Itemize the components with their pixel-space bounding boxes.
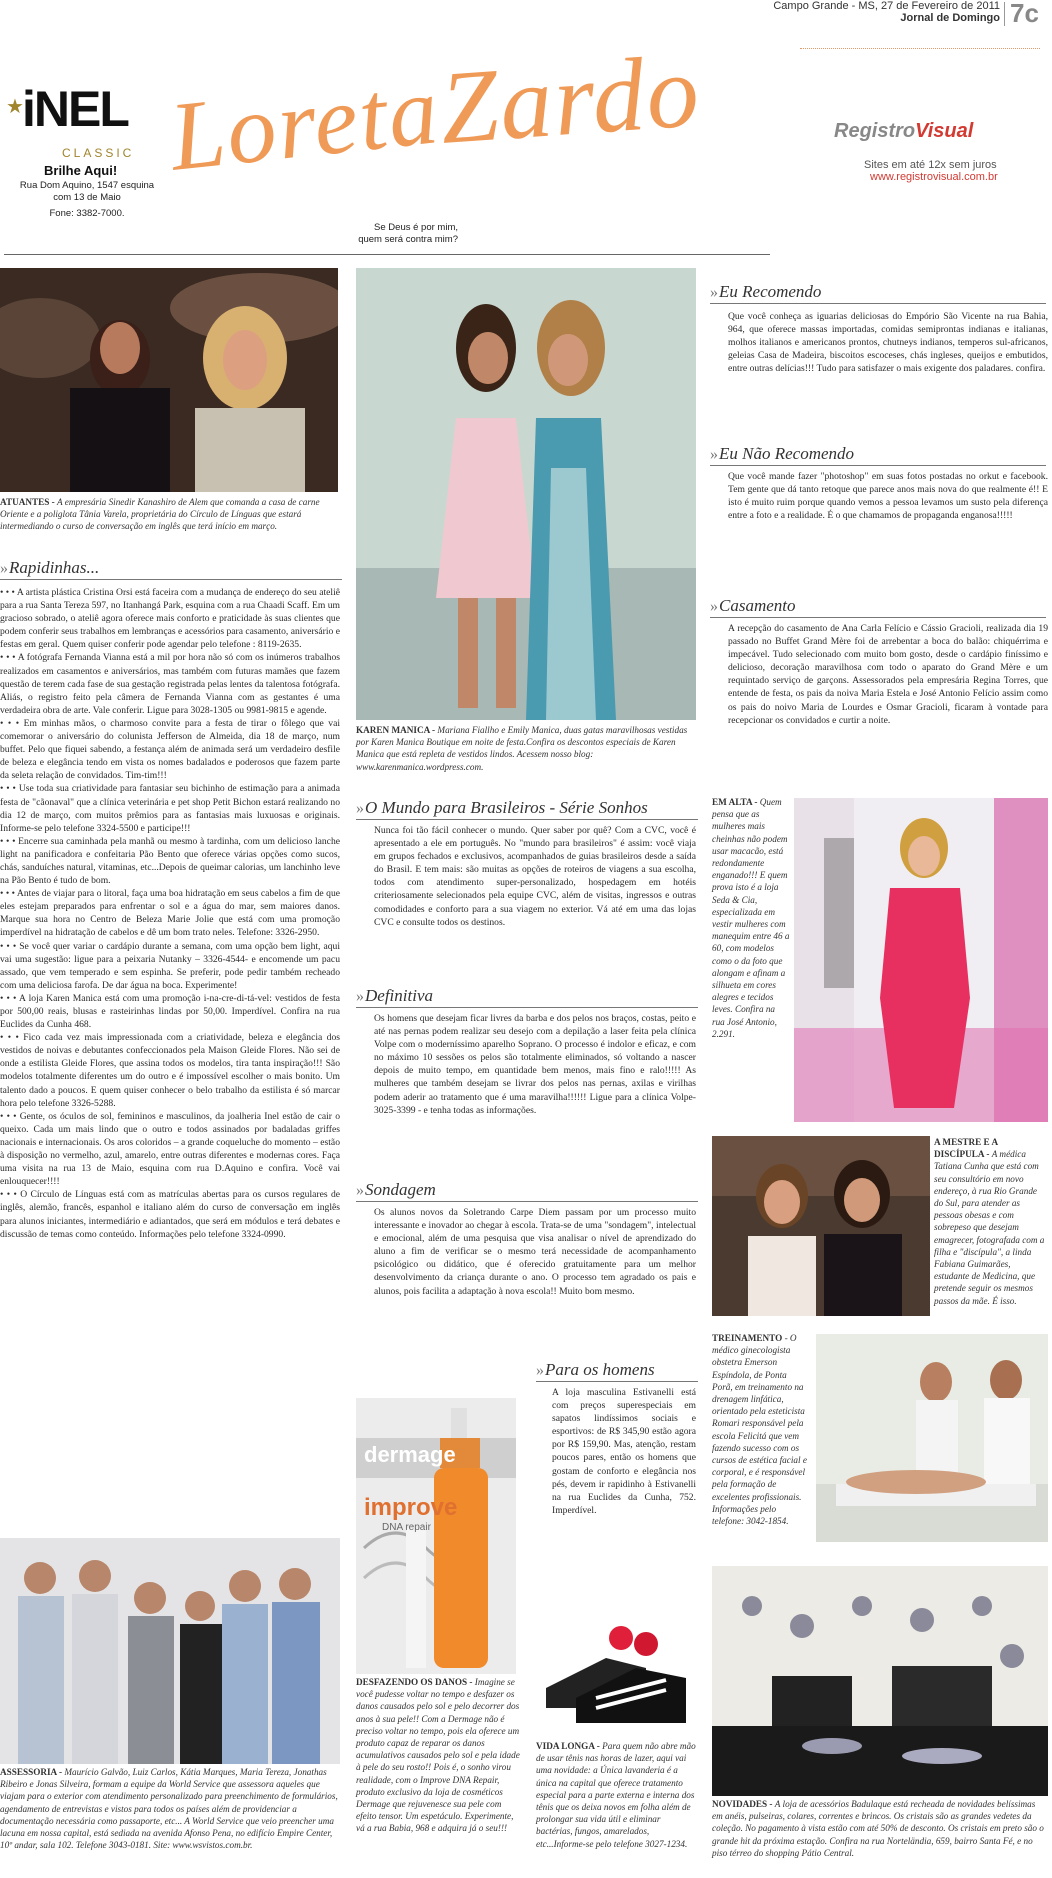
heading-para-homens: [536, 1360, 698, 1382]
rapidinhas-paragraph: • • • O Círculo de Línguas está com as matrículas abertas para os cursos regulares de inglês, alemão, francês, espanhol e italiano além do curso de conversação em inglês para alunos iniciantes, intermediário e adiantados, que será em módulos e terá debates e discussão de temas como conteúdo. Informações pelo telefone 3324-0990.: [0, 1189, 340, 1240]
caption-treinamento-label: TREINAMENTO: [712, 1333, 785, 1343]
chevron-icon: »: [536, 1362, 542, 1379]
heading-recomendo-text: Eu Recomendo: [719, 282, 822, 301]
photo-novidades: [712, 1566, 1048, 1796]
rapidinhas-paragraph: • • • Em minhas mãos, o charmoso convite para a festa de tirar o fôlego que vai comemorar o aniversário do colunista Jefferson de Almeida, dia 18 de março, num buffet. Pelo que fiquei sabendo, a festança além de animada será um verdadeiro desfile de beleza e elegância tendo em vista os nomes badalados e poderosos que fazem parte da seleta relação de convidados. Tim-tim!!!: [0, 717, 340, 782]
caption-dermage: [356, 1676, 524, 1835]
caption-assessoria: [0, 1766, 342, 1851]
rapidinhas-paragraph: • • • Se você quer variar o cardápio durante a semana, com uma opção bem light, aqui vai uma sugestão: ligue para a peixaria Nutanky – 3326-4544- e encomende um pacu assado, que vem temperado e sem espinha. Se preferir, pode pedir também recheado com uma deliciosa farofa. De dar água na boca. Experimente!: [0, 940, 340, 991]
caption-assessoria-label: ASSESSORIA -: [0, 1767, 65, 1777]
caption-assessoria-text: Maurício Galvão, Luiz Carlos, Kátia Marques, Maria Tereza, Jonathas Ribeiro e Jonas Silveira, formam a equipe da World Service que assessora aqueles que viajam para o exterior com atendimento personalizado para preenchimento de formulários, agendamento de entrevistas e vistos para todos os países além de providenciar a documentação necessária como passaporte, etc... A World Service que veio preencher uma lacuna em nossa capital, está sediada na avenida Afonso Pena, no edifício Empire Center, 10º andar, sala 102. Telefone 3043-0181. Site: www.wsvistos.com.br.: [0, 1767, 338, 1851]
photo-assessoria: [0, 1538, 340, 1764]
heading-nao-recomendo: [710, 444, 1046, 466]
photo-mestre: [712, 1136, 930, 1316]
caption-vida-longa: [536, 1740, 696, 1850]
caption-treinamento-text: - O médico ginecologista obstetra Emerson Espíndola, de Ponta Porã, em treinamento na drenagem linfática, orientado pela esteticista Romari responsável pela escola Felicitá que vem fazendo sucesso com os cursos de estética facial e corporal, e é responsável pela formação de excelentes profissionais. Informações pelo telefone: 3042-1854.: [712, 1333, 807, 1527]
heading-para-homens-text: Para os homens: [545, 1360, 655, 1379]
heading-mundo: [356, 798, 698, 820]
paper-name: Jornal de Domingo: [900, 12, 1000, 24]
chevron-icon: »: [0, 560, 6, 577]
rapidinhas-paragraph: • • • Antes de viajar para o litoral, faça uma boa hidratação em seus cabelos a fim de que eles estejam preparados para enfrentar o sol e a água do mar, sem maiores danos. Marque sua hora no Centro de Beleza Marie Jolie que está com uma promoção imperdível na hidratação de cabelos e dê um bom trato neles. Telefone: 3326-2950.: [0, 888, 340, 939]
rapidinhas-paragraph: • • • A fotógrafa Fernanda Vianna está a mil por hora não só com os inúmeros trabalhos realizados em casamentos e aniversários, mas também com futuras mamães que fazem questão de terem cada fase de sua gestação registrada pelas lentes da talentosa fotógrafa. Aliás, o registro feito pela câmera de Fernanda Vianna com as gestantes é uma verdadeira obra de arte. Vale conferir. Ligue para 3028-1305 ou 9981-9815 e agende.: [0, 652, 340, 716]
casamento-body: A recepção do casamento de Ana Carla Felício e Cássio Gracioli, realizada dia 19 passado no Buffet Grand Mère foi de arrebentar a boca do balão: chiquérrima e impecável. Tudo selecionado com muito bom gosto, desde o cardápio finíssimo e delicioso, decoração maravilhosa com todo o aparato do Grand Mère e um requintado serviço de garçons. Assessorados pela empresária Regina Torres, que entende de festa, os pais da noiva Maria Estela e José Antonio Felício assim como os pais do noivo Maria de Lourdes e Osmar Gracioli, ficaram à vontade para recepcionar os convidados e curtir a noite.: [728, 623, 1048, 726]
sondagem-body: Os alunos novos da Soletrando Carpe Diem passam por um processo muito interessante e inovador ao chegar à escola. Trata-se de uma "sondagem", intelectual e emocional, além de uma pesquisa que visa analisar o nível de aprendizado do aluno a fim de verificar se o mesmo terá necessidade de acompanhamento psicológico ou didático, que é oferecido gratuitamente para um melhor desenvolvimento da criança durante o ano. O processo tem agradado os pais e alunos, pois facilita a adaptação à nova escola!! Muito bom mesmo.: [374, 1207, 696, 1297]
inel-phone: Fone: 3382-7000.: [49, 208, 125, 219]
masthead-top-dots: [800, 48, 1040, 49]
caption-vida-longa-text: Para quem não abre mão de usar tênis nas horas de lazer, aqui vai uma novidade: a Única lavanderia é a única na capital que oferece tratamento especial para a parte externa e interna dos tênis que os deixa novos em folha além de prolongar sua vida útil e eliminar bactérias, fungos, amarelados, etc...Informe-se pelo telefone 3027-1234.: [536, 1741, 696, 1849]
registro-logo-left: Registro: [834, 120, 916, 142]
heading-definitiva-text: Definitiva: [365, 986, 433, 1005]
definitiva-body: Os homens que desejam ficar livres da barba e dos pelos nos braços, costas, peito e até nas pernas podem realizar seu desejo com a depilação a laser feita pela clínica Volpe com o moderníssimo aparelho Soprano. O processo é indolor e eficaz, e com no máximo 10 sessões os pelos são totalmente eliminados, só voltando a nascer depois de muito tempo, em quantidade bem menos, mais fino e ralo!!!!! As mulheres que também desejam se livrar dos pelos nas pernas, axilas e virilhas podem aderir ao tratamento que é uma maravilha!!!!!! Ligue para a clínica Volpe-3025-3399 - e tenha todas as informações.: [374, 1013, 696, 1116]
caption-karen-manica: [356, 724, 696, 773]
masthead-rule: [4, 254, 770, 255]
caption-atuantes-text: A empresária Sinedir Kanashiro de Alem que comanda a casa de carne Oriente e a poliglota Tânia Varela, proprietária do Círculo de Línguas que estará intermediando o curso de conversação em inglês que terá início em março.: [0, 497, 320, 532]
heading-rapidinhas-text: Rapidinhas...: [9, 558, 100, 577]
caption-mestre-label: A MESTRE E A DISCÍPULA -: [934, 1137, 998, 1160]
column-title-right: Zardo: [436, 33, 705, 166]
registro-slogan: Sites em até 12x sem juros: [864, 159, 997, 171]
nao-recomendo-body: Que você mande fazer "photoshop" em suas fotos postadas no orkut e facebook. Tem gente que dá tanto retoque que parece anos mais nova do que realmente é!! E isto é muito ruim porque quando vemos a pessoa levamos um susto pela diferença entre a foto e a realidade. É o que chamamos de propaganda enganosa!!!!!: [728, 471, 1048, 522]
caption-treinamento: [712, 1332, 808, 1527]
caption-dermage-text: Imagine se você pudesse voltar no tempo e desfazer os danos causados pelo sol e pelo decorrer dos anos à sua pele!! Com a Dermage não é preciso voltar no tempo, pois ela oferece um produto capaz de reparar os danos acumulativos causados pelo sol e pela idade à pele do seu rosto!! Pois é, o sonho virou realidade, com o Improve DNA Repair, produto exclusivo da loja de cosméticos Dermage que rejuvenesce sua pele com efeito tensor. Um espetáculo. Experimente, vá a rua Babia, 968 e adquira já o seu!!!: [356, 1677, 520, 1834]
caption-novidades: [712, 1798, 1048, 1859]
heading-rapidinhas: [0, 558, 342, 580]
inel-star-icon: ★: [6, 96, 24, 118]
photo-karen-manica: [356, 268, 696, 720]
caption-vida-longa-label: VIDA LONGA -: [536, 1741, 603, 1751]
chevron-icon: »: [710, 446, 716, 463]
heading-nao-recomendo-text: Eu Não Recomendo: [719, 444, 855, 463]
recomendo-body: Que você conheça as iguarias deliciosas do Empório São Vicente na rua Bahia, 964, que oferece massas importadas, comidas semiprontas indianas e italianas, molhos italianos e americanos prontos, chutneys indianos, temperos sul-africanos, geleias Casa de Madeira, biscoitos escoceses, chás ingleses, queijos e embutidos, entre outras delícias!!! Tudo para satisfazer o mais exigente dos paladares. confira.: [728, 311, 1048, 375]
photo-em-alta: [794, 798, 1048, 1122]
photo-vida-longa: [536, 1598, 696, 1736]
heading-casamento-text: Casamento: [719, 596, 796, 615]
para-homens-body: A loja masculina Estivanelli está com preços superespeciais em sapatos lindíssimos sociais e esportivos: de R$ 345,90 estão agora por R$ 159,90. Mas, atenção, restam poucos pares, então os homens que gostam de conforto e elegância nos pés, devem ir rapidinho à Estivanelli na rua Euclides da Cunha, 752. Imperdível.: [552, 1387, 696, 1516]
caption-mestre-text: A médica Tatiana Cunha que está com seu consultório em novo endereço, à rua Rio Grande do Sul, para atender as pessoas obesas e com sobrepeso que desejam emagrecer, fotografada com a filha e "discípula", a linda Fabiana Guimarães, estudante de Medicina, que pretende seguir os mesmos passos da mãe. É isso.: [934, 1149, 1045, 1306]
registro-logo: [834, 120, 1044, 143]
rapidinhas-paragraph: • • • Fico cada vez mais impressionada com a criatividade, beleza e elegância dos vestidos de noivas e debutantes confeccionados pela Maison Gleide Flores. Não sei de onde a estilista Gleide Flores, que assina todos os modelos, tira tanta inspiração!!! São modelos totalmente diferentes um do outro e é impossível escolher o mais bonito. Um talento dado a poucos. E quem quiser conhecer o belo trabalho da estilista é só marcar hora pelo telefone 3326-5288.: [0, 1032, 340, 1109]
heading-sondagem: [356, 1180, 698, 1202]
inel-logo: iNEL: [22, 81, 128, 137]
inel-address: Rua Dom Aquino, 1547 esquina com 13 de Maio: [19, 180, 155, 203]
chevron-icon: »: [356, 800, 362, 817]
caption-em-alta: [712, 796, 790, 1040]
photo-dermage: [356, 1398, 516, 1674]
caption-em-alta-text: Quem pensa que as mulheres mais cheinhas não podem usar macacão, está redondamente enganado!!! E quem prova isto é a loja Seda & Cia, especializada em vestir mulheres com manequim entre 46 a 60, com modelos como o da foto que alongam e afinam a silhueta em cores alegres e tecidos leves. Confira na rua José Antonio, 2.291.: [712, 797, 790, 1039]
rapidinhas-paragraph: • • • A loja Karen Manica está com uma promoção i-na-cre-di-tá-vel: vestidos de festa por 500,00 reais, blusas e rasteirinhas lindas por 50,00. Imperdível. Confira na rua Euclides da Cunha 468.: [0, 992, 340, 1031]
rapidinhas-body: [0, 586, 340, 1532]
rapidinhas-paragraph: • • • Gente, os óculos de sol, femininos e masculinos, da joalheria Inel estão de cair o queixo. Cada um mais lindo que o outro e todos assinados por badaladas griffes nacionais e internacionais. Os aros coloridos – a grande coqueluche do momento – estão à disposição no vermelho, azul, amarelo, entre outras diferentes e modernas cores. Faça uma visita na rua 13 de Maio, esquina com rua D.Aquino e confira. Você vai enlouquecer!!!!: [0, 1110, 340, 1188]
dateline: [680, 0, 1000, 24]
dermage-product: improve: [364, 1494, 458, 1521]
chevron-icon: »: [356, 988, 362, 1005]
heading-mundo-text: O Mundo para Brasileiros - Série Sonhos: [365, 798, 648, 817]
rapidinhas-paragraph: • • • Use toda sua criatividade para fantasiar seu bichinho de estimação para a animada festa de "cãonaval" que a clínica veterinária e pet shop Petit Bichon estará realizando no dia 12 de março, com muitos prêmios para as fantasias mais luxuosas e originais. Informe-se pelo telefone 3324-5500 e participe!!!: [0, 783, 340, 834]
page-number: 7c: [1010, 0, 1039, 28]
caption-em-alta-label: EM ALTA -: [712, 797, 760, 807]
chevron-icon: »: [710, 598, 716, 615]
heading-definitiva: [356, 986, 698, 1008]
inel-sub: CLASSIC: [62, 146, 135, 160]
motto: Se Deus é por mim, quem será contra mim?: [358, 222, 458, 245]
heading-casamento: [710, 596, 1046, 618]
column-title: [165, 30, 810, 230]
inel-slogan: Brilhe Aqui!: [44, 163, 118, 178]
dermage-product-sub: DNA repair: [382, 1522, 431, 1533]
caption-karen-manica-label: KAREN MANICA -: [356, 725, 438, 735]
dermage-brand: dermage: [364, 1442, 456, 1467]
registro-url[interactable]: www.registrovisual.com.br: [870, 171, 998, 183]
page-divider: [1004, 2, 1005, 26]
caption-atuantes-label: ATUANTES -: [0, 497, 58, 507]
heading-recomendo: [710, 282, 1046, 304]
column-title-left: Loreta: [165, 56, 445, 192]
caption-novidades-text: A loja de acessórios Badulaque está recheada de novidades belíssimas em anéis, pulseiras, colares, correntes e brincos. Os cristais são as grandes vedetes da coleção. No pagamento à vista estão com até 50% de desconto. Os cristais em preto são o grande hit da próxima estação. Confira na rua Norteländia, 659, bairro Santa Fé, e no piso térreo do shopping Pátio Central.: [712, 1799, 1044, 1858]
caption-novidades-label: NOVIDADES -: [712, 1799, 775, 1809]
registro-logo-right: Visual: [915, 120, 974, 142]
photo-treinamento: [816, 1334, 1048, 1542]
caption-mestre: [934, 1136, 1048, 1307]
caption-atuantes: [0, 496, 340, 533]
heading-sondagem-text: Sondagem: [365, 1180, 436, 1199]
inel-ad[interactable]: [4, 81, 164, 228]
dateline-text: Campo Grande - MS, 27 de Fevereiro de 2011: [773, 0, 1000, 12]
rapidinhas-paragraph: • • • A artista plástica Cristina Orsi está faceira com a mudança de endereço do seu ateliê para a rua Santa Tereza 597, no Itanhangá Park, esquina com a rua Chaadi Scaff. Em um gracioso sobrado, o ateliê agora oferece mais conforto e praticidade às suas clientes que podem conferir seus trabalhos em lembranças e acessórios para casamento, aniversário e festas em geral. Quem quiser conferir pode agendar pelo telefone : 8119-2635.: [0, 587, 340, 651]
registro-visual-ad[interactable]: [834, 120, 1044, 195]
chevron-icon: »: [710, 284, 716, 301]
photo-atuantes: [0, 268, 338, 492]
caption-dermage-label: DESFAZENDO OS DANOS -: [356, 1677, 475, 1687]
caption-karen-manica-text: Mariana Fiallho e Emily Manica, duas gatas maravilhosas vestidas por Karen Manica Boutique em noite de festa.Confira os descontos especiais de Karen Manica que está repleta de vestidos lindos. Acessem nosso blog: www.karenmanica.wordpress.com.: [356, 725, 688, 772]
rapidinhas-paragraph: • • • Encerre sua caminhada pela manhã ou mesmo à tardinha, com um delicioso lanche light na panificadora e confeitaria Pão Bento que oferece várias opções como sucos, chás, sanduíches natural, vitaminas, etc...Depois de queimar calorias, um lanchinho leve na Pão Bento é tudo de bom.: [0, 835, 340, 887]
mundo-body: Nunca foi tão fácil conhecer o mundo. Quer saber por quê? Com a CVC, você é apresentado a ele em português. No "mundo para brasileiros" é assim: você viaja em grupos fechados e exclusivos, acompanhados de guias brasileiros desde a saída do Brasil. E tem mais: são muitas as opções de roteiros de viagens a sua escolha, todos com atendimento super-personalizado, hospedagem em hotéis criteriosamente selecionados pela equipe CVC, além de visitas, ingressos e outras comodidades e conforto para a sua viagem no exterior. Vá até em uma das lojas CVC e consulte todos os destinos.: [374, 825, 696, 928]
chevron-icon: »: [356, 1182, 362, 1199]
